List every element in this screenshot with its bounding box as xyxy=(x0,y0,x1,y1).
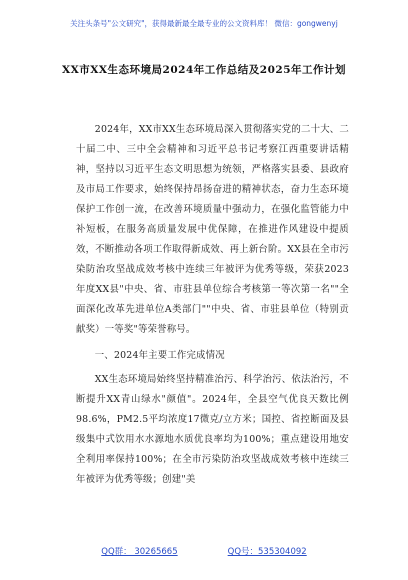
document-body xyxy=(76,120,349,490)
footer-contacts xyxy=(0,545,408,557)
document-title: XX市XX生态环境局2024年工作总结及2025年工作计划 xyxy=(61,64,347,76)
section-paragraph: XX生态环境局始终坚持精准治污、科学治污、依法治污，不断提升XX青山绿水"颜值"。2024年，全县空气优良天数比例98.6%，PM2.5平均浓度17微克/立方米；国控、省控断面及县级集中式饮用水水源地水质优良率均为100%；重点建设用地安全利用率保持100%；在全市污染防治攻坚战成效考核中连续三年被评为优秀等级；创建"美 xyxy=(76,374,349,485)
qq-number-link[interactable]: QQ号：535304092 xyxy=(227,547,307,557)
qq-group-link[interactable]: QQ群： 30265665 xyxy=(101,547,178,557)
promo-banner: 关注头条号"公文研究"，获得最新最全最专业的公文资料库！ 微信：gongwenyj xyxy=(70,19,338,28)
intro-paragraph: 2024年，XX市XX生态环境局深入贯彻落实党的二十大、二十届二中、三中全会精神和习近平总书记考察江西重要讲话精神，坚持以习近平生态文明思想为统领，严格落实县委、县政府及市局工作要求，始终保持昂扬奋进的精神状态，奋力生态环境保护工作创一流，在改善环境质量中强动力，在强化监管能力中补短板，在服务高质量发展中优保障，在推进作风建设中提质效，不断推动各项工作取得新成效、再上新台阶。XX县在全市污染防治攻坚战成效考核中连续三年被评为优秀等级，荣获2023年度XX县"中央、省、市驻县单位综合考核第一等次第一名""全面深化改革先进单位A类部门""中央、省、市驻县单位（特别贡献奖）一等奖"等荣誉称号。 xyxy=(76,124,349,335)
section-heading: 一、2024年主要工作完成情况 xyxy=(94,350,225,361)
